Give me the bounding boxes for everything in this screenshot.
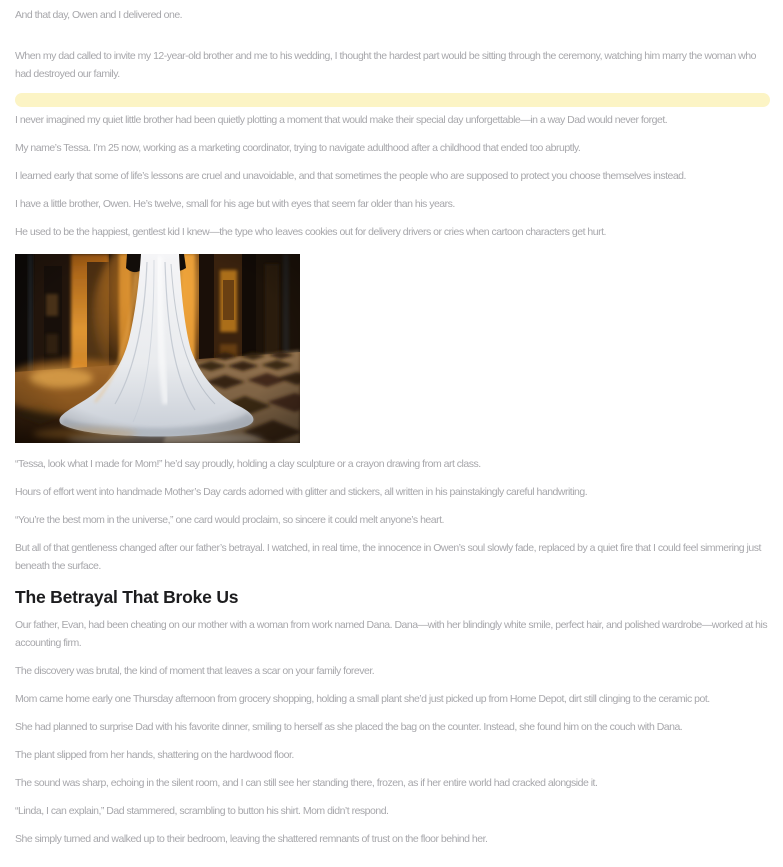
paragraph: “Linda, I can explain,” Dad stammered, scrambling to button his shirt. Mom didn’t respond. <box>15 805 389 817</box>
paragraph: “You’re the best mom in the universe,” one card would proclaim, so sincere it could melt anyone’s heart. <box>15 514 444 526</box>
paragraph: She simply turned and walked up to their bedroom, leaving the shattered remnants of trust on the floor behind her. <box>15 833 488 845</box>
wedding-dress-photo <box>15 254 300 443</box>
paragraph: He used to be the happiest, gentlest kid I knew—the type who leaves cookies out for delivery drivers or cries when cartoon characters get hurt. <box>15 226 606 238</box>
paragraph: I never imagined my quiet little brother had been quietly plotting a moment that would make their special day unforgettable—in a way Dad would never forget. <box>15 114 668 126</box>
wedding-dress-image <box>15 254 300 443</box>
paragraph: But all of that gentleness changed after our father’s betrayal. I watched, in real time, the innocence in Owen’s soul slowly fade, replaced by a quiet fire that I could feel simmering just beneath the surface. <box>15 542 761 572</box>
paragraph: My name’s Tessa. I’m 25 now, working as a marketing coordinator, trying to navigate adulthood after a childhood that ended too abruptly. <box>15 142 581 154</box>
paragraph: The discovery was brutal, the kind of moment that leaves a scar on your family forever. <box>15 665 375 677</box>
highlight-bar <box>15 93 770 107</box>
paragraph-lead: When my dad called to invite my 12-year-old brother and me to his wedding, I thought the hardest part would be sitting through the ceremony, watching him marry the woman who had destroyed our family. <box>15 50 756 80</box>
paragraph-opening: And that day, Owen and I delivered one. <box>15 9 183 21</box>
paragraph: I have a little brother, Owen. He’s twelve, small for his age but with eyes that seem far older than his years. <box>15 198 455 210</box>
paragraph: She had planned to surprise Dad with his favorite dinner, smiling to herself as she placed the bag on the counter. Instead, she found him on the couch with Dana. <box>15 721 683 733</box>
paragraph: Our father, Evan, had been cheating on our mother with a woman from work named Dana. Dana—with her blindingly white smile, perfect hair, and polished wardrobe—worked at his accounting firm. <box>15 619 768 649</box>
section-heading: The Betrayal That Broke Us <box>15 587 239 607</box>
paragraph: Mom came home early one Thursday afternoon from grocery shopping, holding a small plant she’d just picked up from Home Depot, dirt still clinging to the ceramic pot. <box>15 693 710 705</box>
paragraph: The sound was sharp, echoing in the silent room, and I can still see her standing there, frozen, as if her entire world had cracked alongside it. <box>15 777 598 789</box>
paragraph: I learned early that some of life’s lessons are cruel and unavoidable, and that sometimes the people who are supposed to protect you choose themselves instead. <box>15 170 686 182</box>
paragraph: The plant slipped from her hands, shattering on the hardwood floor. <box>15 749 294 761</box>
paragraph: “Tessa, look what I made for Mom!” he’d say proudly, holding a clay sculpture or a crayon drawing from art class. <box>15 458 481 470</box>
paragraph: Hours of effort went into handmade Mother’s Day cards adorned with glitter and stickers, all written in his painstakingly careful handwriting. <box>15 486 588 498</box>
